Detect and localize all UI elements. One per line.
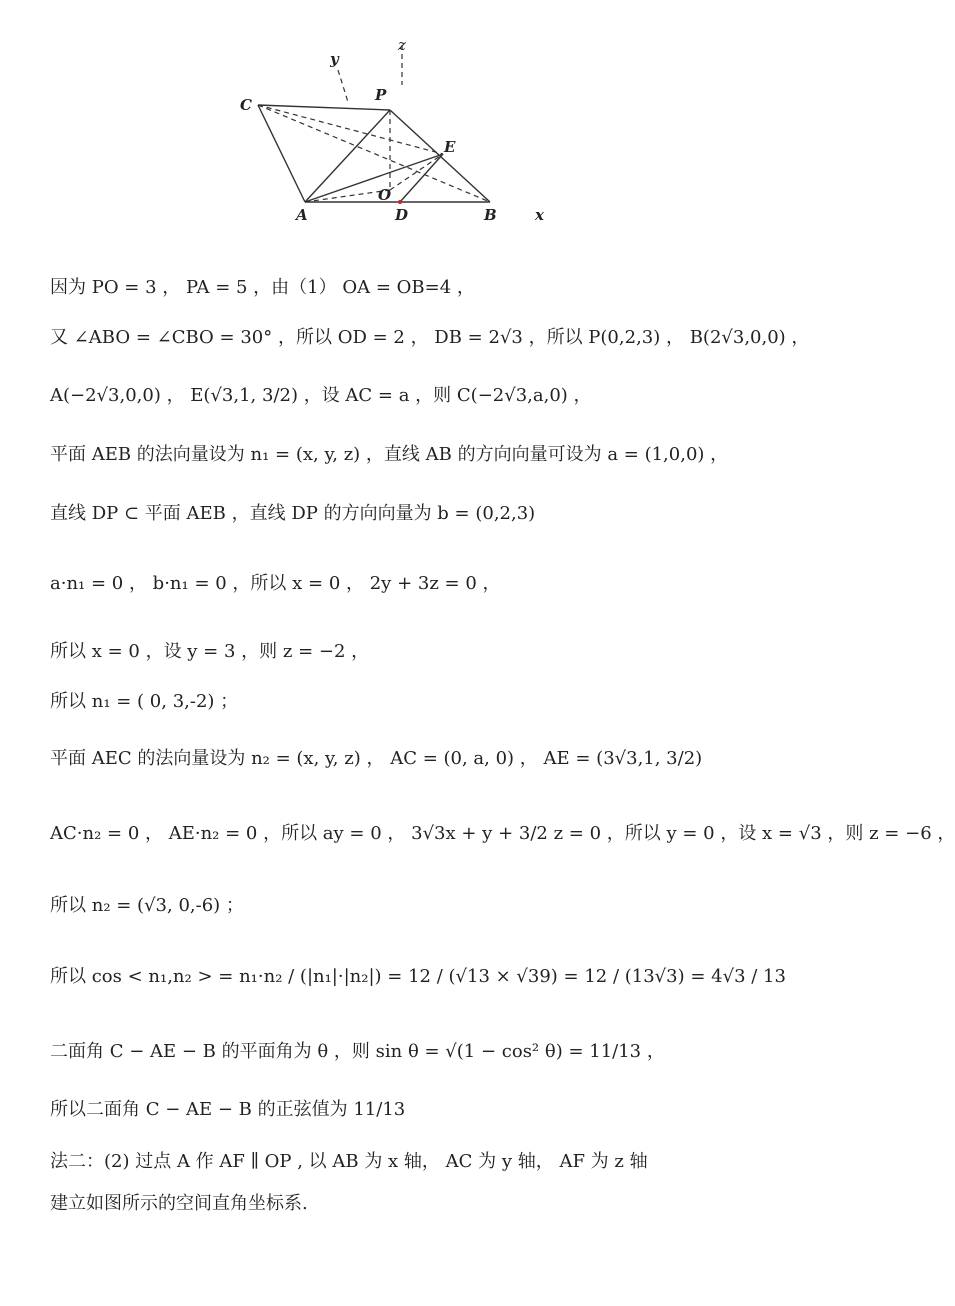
label-A: A xyxy=(296,206,308,224)
line-9: 平面 AEC 的法向量设为 n₂ = (x, y, z) ， AC = (0, a, 0) ， AE = (3√3,1, 3/2) xyxy=(50,748,703,769)
label-x: x xyxy=(535,206,544,224)
point-D xyxy=(398,200,402,204)
tetrahedron-diagram xyxy=(230,30,560,230)
line-11: 所以 n₂ = (√3, 0,-6) ； xyxy=(50,895,244,916)
line-14-answer: 所以二面角 C − AE − B 的正弦值为 11/13 xyxy=(50,1099,406,1120)
edge-PB xyxy=(390,110,490,202)
line-12-cos: 所以 cos < n₁,n₂ > = n₁·n₂ / (|n₁|·|n₂|) = 12 / (√13 × √39) = 12 / (13√3) = 4√3 / 13 xyxy=(50,966,786,987)
line-16: 建立如图所示的空间直角坐标系. xyxy=(50,1193,308,1214)
line-1: 因为 PO = 3 ， PA = 5 ，由（1） OA = OB=4 ， xyxy=(50,277,475,298)
label-O: O xyxy=(378,186,392,204)
line-7: 所以 x = 0 ，设 y = 3 ，则 z = −2 ， xyxy=(50,641,370,662)
label-y: y xyxy=(330,50,339,68)
line-10-system: AC·n₂ = 0 ， AE·n₂ = 0 ，所以 ay = 0 ， 3√3x + y + 3/2 z = 0 ，所以 y = 0 ，设 x = √3 ，则 z = −6 ， xyxy=(50,823,955,844)
geometry-figure xyxy=(230,30,560,230)
line-6-system: a·n₁ = 0 ， b·n₁ = 0 ，所以 x = 0 ， 2y + 3z = 0 ， xyxy=(50,573,501,594)
y-axis xyxy=(338,70,348,102)
label-C: C xyxy=(240,96,252,114)
edge-CA xyxy=(258,105,305,202)
line-13-sin: 二面角 C − AE − B 的平面角为 θ ，则 sin θ = √(1 − cos² θ) = 11/13 ， xyxy=(50,1041,665,1062)
line-5: 直线 DP ⊂ 平面 AEB ，直线 DP 的方向向量为 b = (0,2,3) xyxy=(50,503,536,524)
edge-CP xyxy=(258,105,390,110)
label-P: P xyxy=(375,86,387,104)
line-15-method2: 法二：(2) 过点 A 作 AF ∥ OP , 以 AB 为 x 轴， AC 为 y 轴， AF 为 z 轴 xyxy=(50,1151,648,1172)
label-B: B xyxy=(484,206,497,224)
line-8: 所以 n₁ = ( 0, 3,-2) ； xyxy=(50,691,239,712)
line-3: A(−2√3,0,0) ， E(√3,1, 3/2) ，设 AC = a ，则 C(−2√3,a,0) ， xyxy=(50,385,592,406)
line-2: 又 ∠ABO = ∠CBO = 30° ，所以 OD = 2 ， DB = 2√3 ，所以 P(0,2,3) ， B(2√3,0,0) ， xyxy=(50,327,810,348)
label-z: z xyxy=(398,36,406,54)
label-E: E xyxy=(444,138,456,156)
label-D: D xyxy=(395,206,409,224)
line-4: 平面 AEB 的法向量设为 n₁ = (x, y, z) ，直线 AB 的方向向量可设为 a = (1,0,0) ， xyxy=(50,444,729,465)
edge-CE xyxy=(258,105,443,154)
